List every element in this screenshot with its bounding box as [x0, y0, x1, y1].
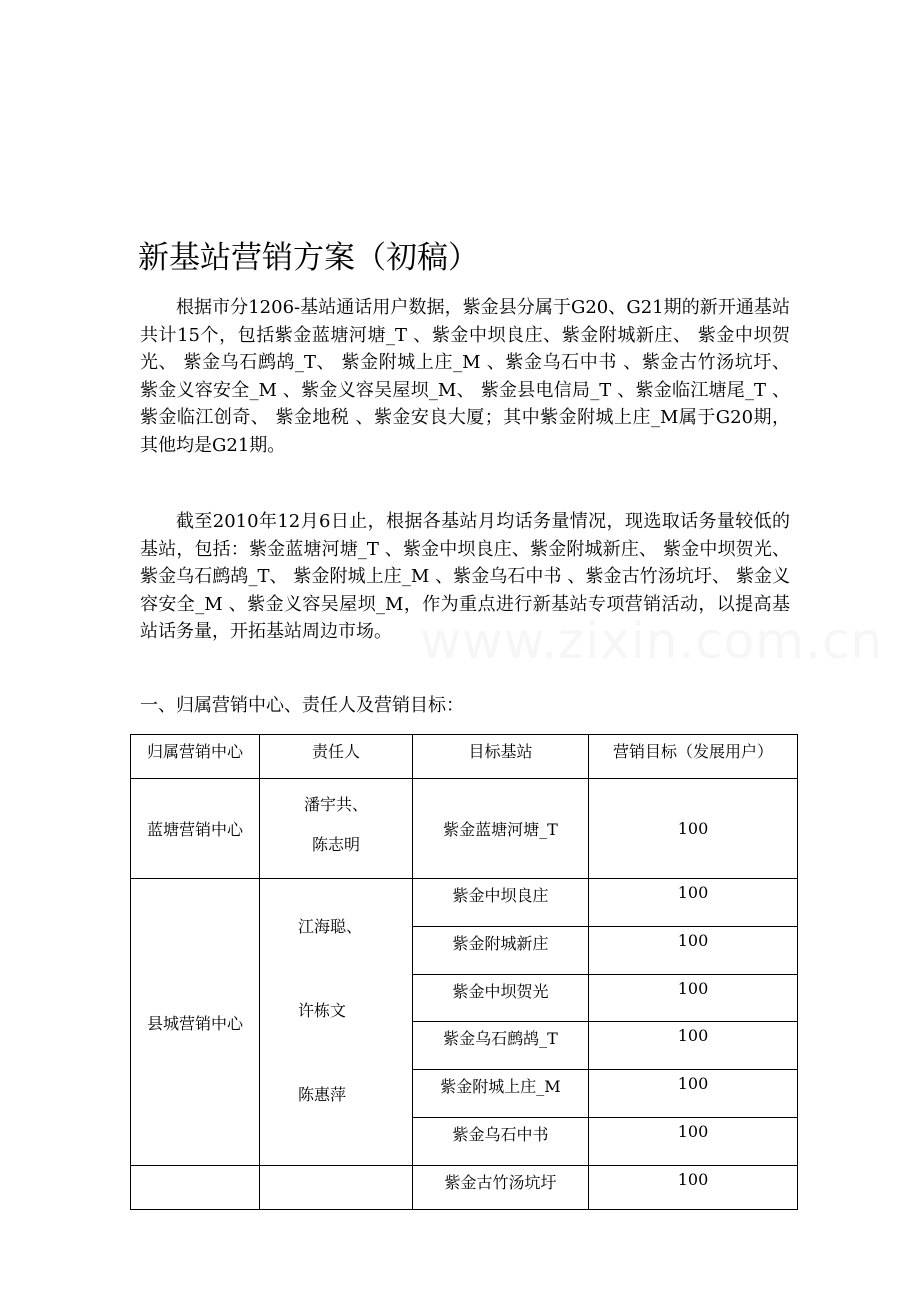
- responsible-person: 江海聪、: [298, 917, 363, 936]
- marketing-target-table: [130, 734, 798, 1210]
- responsible-cell: [260, 879, 413, 1166]
- responsible-person: 许栋文: [298, 1001, 347, 1020]
- section-heading: 一、归属营销中心、责任人及营销目标：: [140, 695, 464, 716]
- center-cell: [131, 1166, 260, 1210]
- center-cell: 县城营销中心: [131, 879, 260, 1166]
- paragraph-2: 截至2010年12月6日止，根据各基站月均话务量情况，现选取话务量较低的基站，包括：紫金蓝塘河塘_T 、紫金中坝良庄、紫金附城新庄、 紫金中坝贺光、 紫金乌石鹧鸪_T、 紫金附城上庄_M 、紫金乌石中书 、紫金古竹汤坑圩、 紫金义容安全_M 、紫金义容吴屋坝_M，作为重点进行新基站专项营销活动，以提高基站话务量，开拓基站周边市场。: [140, 511, 790, 643]
- table-row: [131, 1166, 798, 1210]
- center-cell: 蓝塘营销中心: [131, 779, 260, 879]
- document-title: 新基站营销方案（初稿）: [138, 240, 479, 276]
- target-cell: 100: [589, 779, 798, 879]
- responsible-cell: [260, 1166, 413, 1210]
- header-responsible: 责任人: [260, 735, 413, 779]
- target-cell: 100: [589, 1022, 798, 1070]
- responsible-cell: [260, 779, 413, 879]
- watermark: www.zixin.com.cn: [420, 612, 884, 670]
- table-row: [131, 779, 798, 879]
- station-cell: 紫金附城上庄_M: [413, 1070, 589, 1118]
- table-row: [131, 879, 798, 927]
- header-target: 营销目标（发展用户）: [589, 735, 798, 779]
- station-cell: 紫金中坝贺光: [413, 974, 589, 1022]
- table-header-row: [131, 735, 798, 779]
- station-cell: 紫金蓝塘河塘_T: [413, 779, 589, 879]
- station-cell: 紫金中坝良庄: [413, 879, 589, 927]
- station-cell: 紫金乌石中书: [413, 1118, 589, 1166]
- responsible-person: 潘宇共、: [303, 795, 368, 814]
- header-center: 归属营销中心: [131, 735, 260, 779]
- station-cell: 紫金乌石鹧鸪_T: [413, 1022, 589, 1070]
- target-cell: 100: [589, 1118, 798, 1166]
- station-cell: 紫金古竹汤坑圩: [413, 1166, 589, 1210]
- target-cell: 100: [589, 926, 798, 974]
- responsible-person: 陈志明: [311, 835, 360, 854]
- target-cell: 100: [589, 1070, 798, 1118]
- paragraph-1: 根据市分1206-基站通话用户数据，紫金县分属于G20、G21期的新开通基站共计15个，包括紫金蓝塘河塘_T 、紫金中坝良庄、紫金附城新庄、 紫金中坝贺光、 紫金乌石鹧鸪_T、 紫金附城上庄_M 、紫金乌石中书 、紫金古竹汤坑圩、 紫金义容安全_M 、紫金义容吴屋坝_M、 紫金县电信局_T 、紫金临江塘尾_T 、紫金临江创奇、 紫金地税 、紫金安良大厦；其中紫金附城上庄_M属于G20期，其他均是G21期。: [140, 297, 790, 456]
- station-cell: 紫金附城新庄: [413, 926, 589, 974]
- target-cell: 100: [589, 974, 798, 1022]
- target-cell: 100: [589, 879, 798, 927]
- responsible-person: 陈惠萍: [298, 1085, 347, 1104]
- target-cell: 100: [589, 1166, 798, 1210]
- header-station: 目标基站: [413, 735, 589, 779]
